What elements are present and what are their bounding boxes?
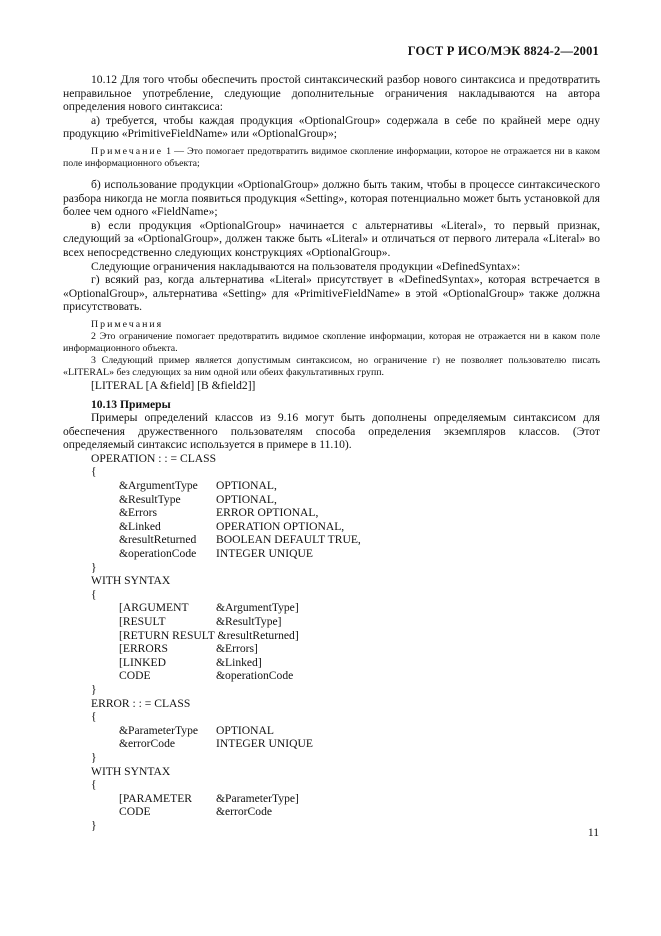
code-field-row: &Errors ERROR OPTIONAL, xyxy=(119,506,319,520)
code-brace-open: { xyxy=(91,587,97,601)
code-operation-fields xyxy=(63,479,600,561)
code-block xyxy=(63,452,600,833)
code-field-row: &resultReturned BOOLEAN DEFAULT TRUE, xyxy=(119,533,361,547)
code-field-row: &ArgumentType OPTIONAL, xyxy=(119,479,277,493)
code-error-class: ERROR : : = CLASS xyxy=(91,696,191,710)
code-error-fields xyxy=(63,724,600,751)
page-number: 11 xyxy=(587,826,599,839)
item-v: в) если продукция «OptionalGroup» начинается с альтернативы «Literal», то первый признак, следующий за «OptionalGroup», должен также быть «Literal» и отличаться от первого литерала «Literal» во всех непосредственно следующих конструкциях «OptionalGroup». xyxy=(63,218,600,259)
item-g: г) всякий раз, когда альтернатива «Literal» присутствует в «DefinedSyntax», которая встречается в «OptionalGroup», альтернатива «Setting» для «PrimitiveFieldName» в этой «OptionalGroup» также должна присутствовать. xyxy=(63,273,600,314)
code-field-row: &ResultType OPTIONAL, xyxy=(119,492,277,506)
code-operation-syntax xyxy=(63,601,600,683)
code-brace-open: { xyxy=(91,778,97,792)
code-syntax-row: [RESULT &ResultType] xyxy=(119,615,282,628)
code-with-syntax: WITH SYNTAX xyxy=(91,574,171,588)
item-b: б) использование продукции «OptionalGroup» должно быть таким, чтобы в процессе синтаксического разбора никогда не могла появиться продукция «Setting», которая потенциально может быть установкой для более чем одного «FieldName»; xyxy=(63,177,600,219)
code-brace-close: } xyxy=(91,750,97,764)
code-with-syntax: WITH SYNTAX xyxy=(91,764,171,778)
code-brace-open: { xyxy=(91,465,97,479)
note-3: 3 Следующий пример является допустимым синтаксисом, но ограничение г) не позволяет пользователю писать «LITERAL» без следующих за ним одной или обеих факультативных групп. xyxy=(63,354,600,378)
code-field-row: &operationCode INTEGER UNIQUE xyxy=(119,547,313,561)
code-error-syntax xyxy=(63,792,600,819)
code-field-row: &Linked OPERATION OPTIONAL, xyxy=(119,519,345,533)
section-10-13-text: Примеры определений классов из 9.16 могут быть дополнены определяемым синтаксисом для обеспечения дружественного пользователям способа определения экземпляров классов. (Этот определяемый синтаксис используется в примере в 11.10). xyxy=(63,411,600,452)
item-a: а) требуется, чтобы каждая продукция «OptionalGroup» содержала в себе по крайней мере одну продукцию «PrimitiveFieldName» или «OptionalGroup»; xyxy=(63,113,600,141)
code-syntax-row: [ERRORS &Errors] xyxy=(119,642,258,656)
code-brace-close: } xyxy=(91,560,97,574)
code-syntax-row: CODE &errorCode xyxy=(119,805,273,819)
note-1 xyxy=(63,146,600,170)
page-content xyxy=(63,73,600,833)
note-1-text: 1 — Это помогает предотвратить видимое скопление информации, которое не отражается ни в каком поле информационного объекта; xyxy=(63,145,600,169)
code-brace-close: } xyxy=(91,682,97,696)
code-field-row: &errorCode INTEGER UNIQUE xyxy=(119,737,313,751)
note-1-label: Примечание xyxy=(91,145,164,157)
section-10-13-heading: 10.13 Примеры xyxy=(91,397,171,411)
code-brace-close: } xyxy=(91,818,97,832)
syntax-example: [LITERAL [A &field] [B &field2]] xyxy=(91,378,256,392)
code-syntax-row: [ARGUMENT &ArgumentType] xyxy=(119,601,299,615)
code-brace-open: { xyxy=(91,710,97,724)
paragraph-10-12: 10.12 Для того чтобы обеспечить простой синтаксический разбор нового синтаксиса и предотвратить неправильное употребление, следующие дополнительные ограничения накладываются на автора определения нового синтаксиса: xyxy=(63,73,600,114)
note-2: 2 Это ограничение помогает предотвратить видимое скопление информации, которая не отражается ни в каком поле информационного объекта. xyxy=(63,330,600,354)
code-syntax-row: [LINKED &Linked] xyxy=(119,655,262,669)
code-syntax-row: [RETURN RESULT &resultReturned] xyxy=(119,628,299,642)
code-operation-class: OPERATION : : = CLASS xyxy=(91,451,217,465)
code-syntax-row: [PARAMETER &ParameterType] xyxy=(119,791,299,805)
code-syntax-row: CODE &operationCode xyxy=(119,669,294,683)
user-constraints: Следующие ограничения накладываются на пользователя продукции «DefinedSyntax»: xyxy=(91,259,521,273)
notes-label: Примечания xyxy=(91,318,164,330)
code-field-row: &ParameterType OPTIONAL xyxy=(119,723,274,737)
document-header: ГОСТ Р ИСО/МЭК 8824-2—2001 xyxy=(407,44,599,58)
